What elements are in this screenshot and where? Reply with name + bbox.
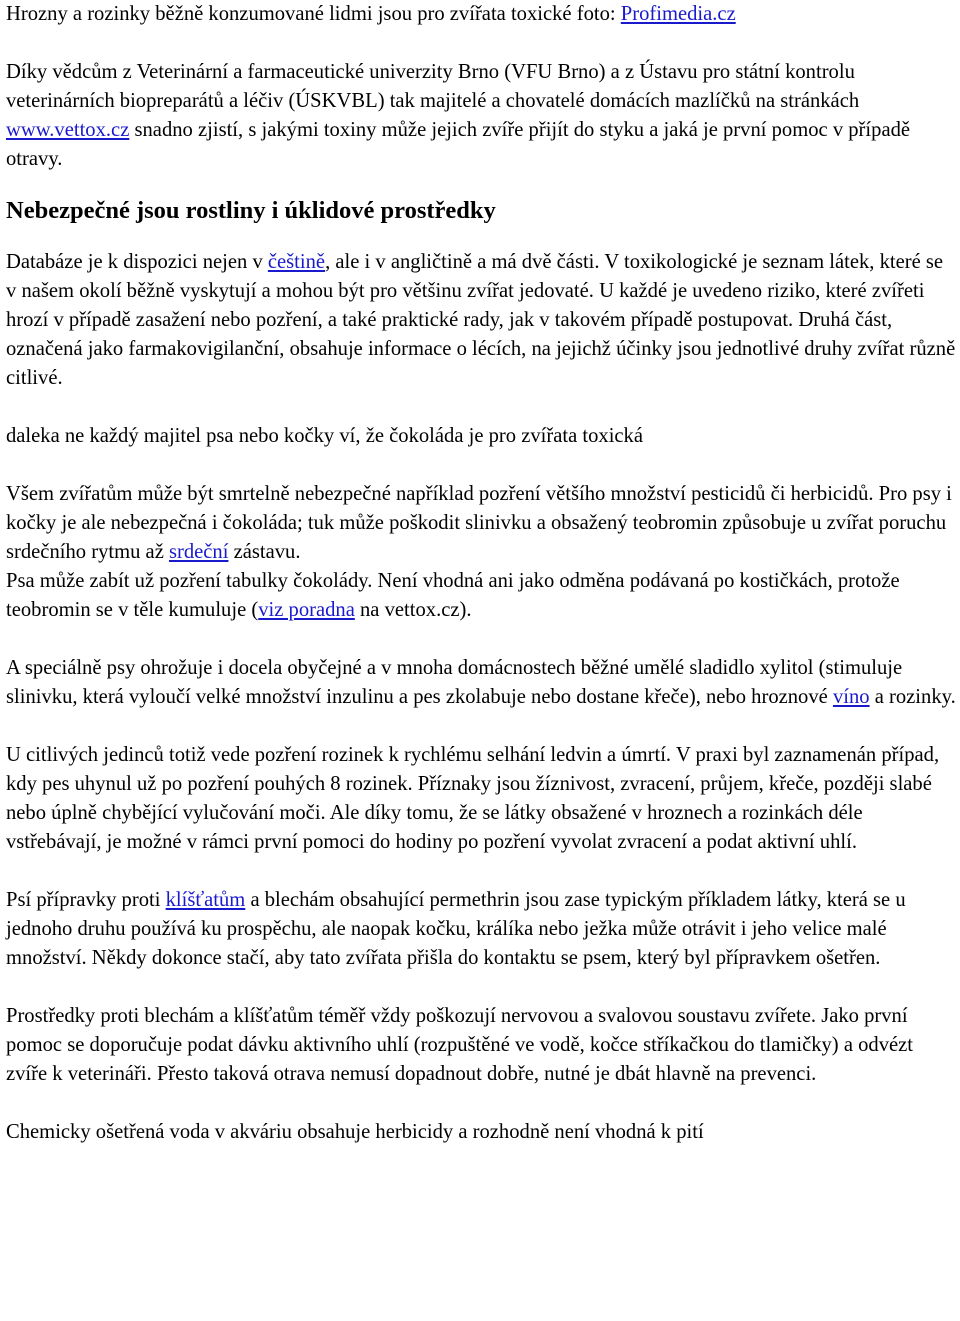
- profimedia-link[interactable]: Profimedia.cz: [620, 3, 736, 25]
- pesticides-text-before: Všem zvířatům může být smrtelně nebezpečné například pozření většího množství pesticidů či herbicidů. Pro psy i kočky je ale nebezpečná i čokoláda; tuk může poškodit slinivku a obsažený teobromin způsobuje u zvířat poruchu srdečního rytmu až: [6, 483, 952, 563]
- aquarium-paragraph: Chemicky ošetřená voda v akváriu obsahuje herbicidy a rozhodně není vhodná k pití: [6, 1121, 704, 1143]
- chocolate-bar-text-after: na vettox.cz).: [354, 599, 472, 621]
- klistatum-link[interactable]: klíšťatům: [165, 889, 246, 911]
- permethrin-text-before: Psí přípravky proti: [6, 889, 166, 911]
- database-text-after: , ale i v angličtině a má dvě části. V toxikologické je seznam látek, které se v našem okolí běžně vyskytují a mohou být pro většinu zvířat jedovaté. U každé je uvedeno riziko, které zvířeti hrozí v případě zasažení nebo pozření, a také praktické rady, jak v takovém případě postupovat. Druhá část, označená jako farmakovigilanční, obsahuje informace o lécích, na jejichž účinky jsou jednotlivé druhy zvířat různě citlivé.: [6, 251, 956, 389]
- chocolate-bar-paragraph: [6, 567, 956, 625]
- poradna-link[interactable]: viz poradna: [258, 599, 355, 621]
- vino-link[interactable]: víno: [832, 686, 870, 708]
- xylitol-text-after: a rozinky.: [869, 686, 956, 708]
- intro-text-before: Díky vědcům z Veterinární a farmaceutické univerzity Brno (VFU Brno) a z Ústavu pro státní kontrolu veterinárních biopreparátů a léčiv (ÚSKVBL) tak majitelé a chovatelé domácích mazlíčků na stránkách: [6, 61, 860, 112]
- intro-paragraph: [6, 58, 956, 174]
- permethrin-text-after: a blechám obsahující permethrin jsou zase typickým příkladem látky, která se u jednoho druhu používá ku prospěchu, ale naopak kočku, králíka nebo ježka může otrávit i jeho velice malé množství. Někdy dokonce stačí, aby tato zvířata přišla do kontaktu se psem, který byl přípravkem ošetřen.: [6, 889, 906, 969]
- flea-paragraph: Prostředky proti blechám a klíšťatům téměř vždy poškozují nervovou a svalovou soustavu zvířete. Jako první pomoc se doporučuje podat dávku aktivního uhlí (rozpuštěné ve vodě, kočce stříkačkou do tlamičky) a odvézt zvíře k veterináři. Přesto taková otrava nemusí dopadnout dobře, nutné je dbát hlavně na prevenci.: [6, 1005, 913, 1085]
- pesticides-paragraph: [6, 480, 956, 567]
- vettox-link[interactable]: www.vettox.cz: [6, 119, 130, 141]
- photo-caption: [6, 0, 956, 29]
- database-text-before: Databáze je k dispozici nejen v: [6, 251, 268, 273]
- database-paragraph: [6, 248, 956, 393]
- photo-caption-text: Hrozny a rozinky běžně konzumované lidmi jsou pro zvířata toxické foto:: [6, 3, 621, 25]
- intro-text-after: snadno zjistí, s jakými toxiny může jejich zvíře přijít do styku a jaká je první pomoc v případě otravy.: [6, 119, 911, 170]
- chocolate-caption: daleka ne každý majitel psa nebo kočky ví, že čokoláda je pro zvířata toxická: [6, 425, 643, 447]
- section-heading: Nebezpečné jsou rostliny i úklidové prostředky: [6, 197, 496, 224]
- raisins-paragraph: U citlivých jedinců totiž vede pozření rozinek k rychlému selhání ledvin a úmrtí. V praxi byl zaznamenán případ, kdy pes uhynul už po pozření pouhých 8 rozinek. Příznaky jsou žíznivost, zvracení, průjem, křeče, později slabé nebo úplně chybějící vylučování moči. Ale díky tomu, že se látky obsažené v hroznech a rozinkách déle vstřebávají, je možné v rámci první pomoci do hodiny po pozření vyvolat zvracení a podat aktivní uhlí.: [6, 744, 940, 853]
- xylitol-text-before: A speciálně psy ohrožuje i docela obyčejné a v mnoha domácnostech běžné umělé sladidlo xylitol (stimuluje slinivku, která vyloučí velké množství inzulinu a pes zkolabuje nebo dostane křeče), nebo hroznové: [6, 657, 903, 708]
- chocolate-bar-text-before: Psa může zabít už pozření tabulky čokolády. Není vhodná ani jako odměna podávaná po kostičkách, protože teobromin se v těle kumuluje (: [6, 570, 900, 621]
- cestine-link[interactable]: češtině: [267, 251, 326, 273]
- srdecni-link[interactable]: srdeční: [168, 541, 229, 563]
- xylitol-paragraph: [6, 654, 956, 712]
- pesticides-text-after: zástavu.: [228, 541, 301, 563]
- permethrin-paragraph: [6, 886, 956, 973]
